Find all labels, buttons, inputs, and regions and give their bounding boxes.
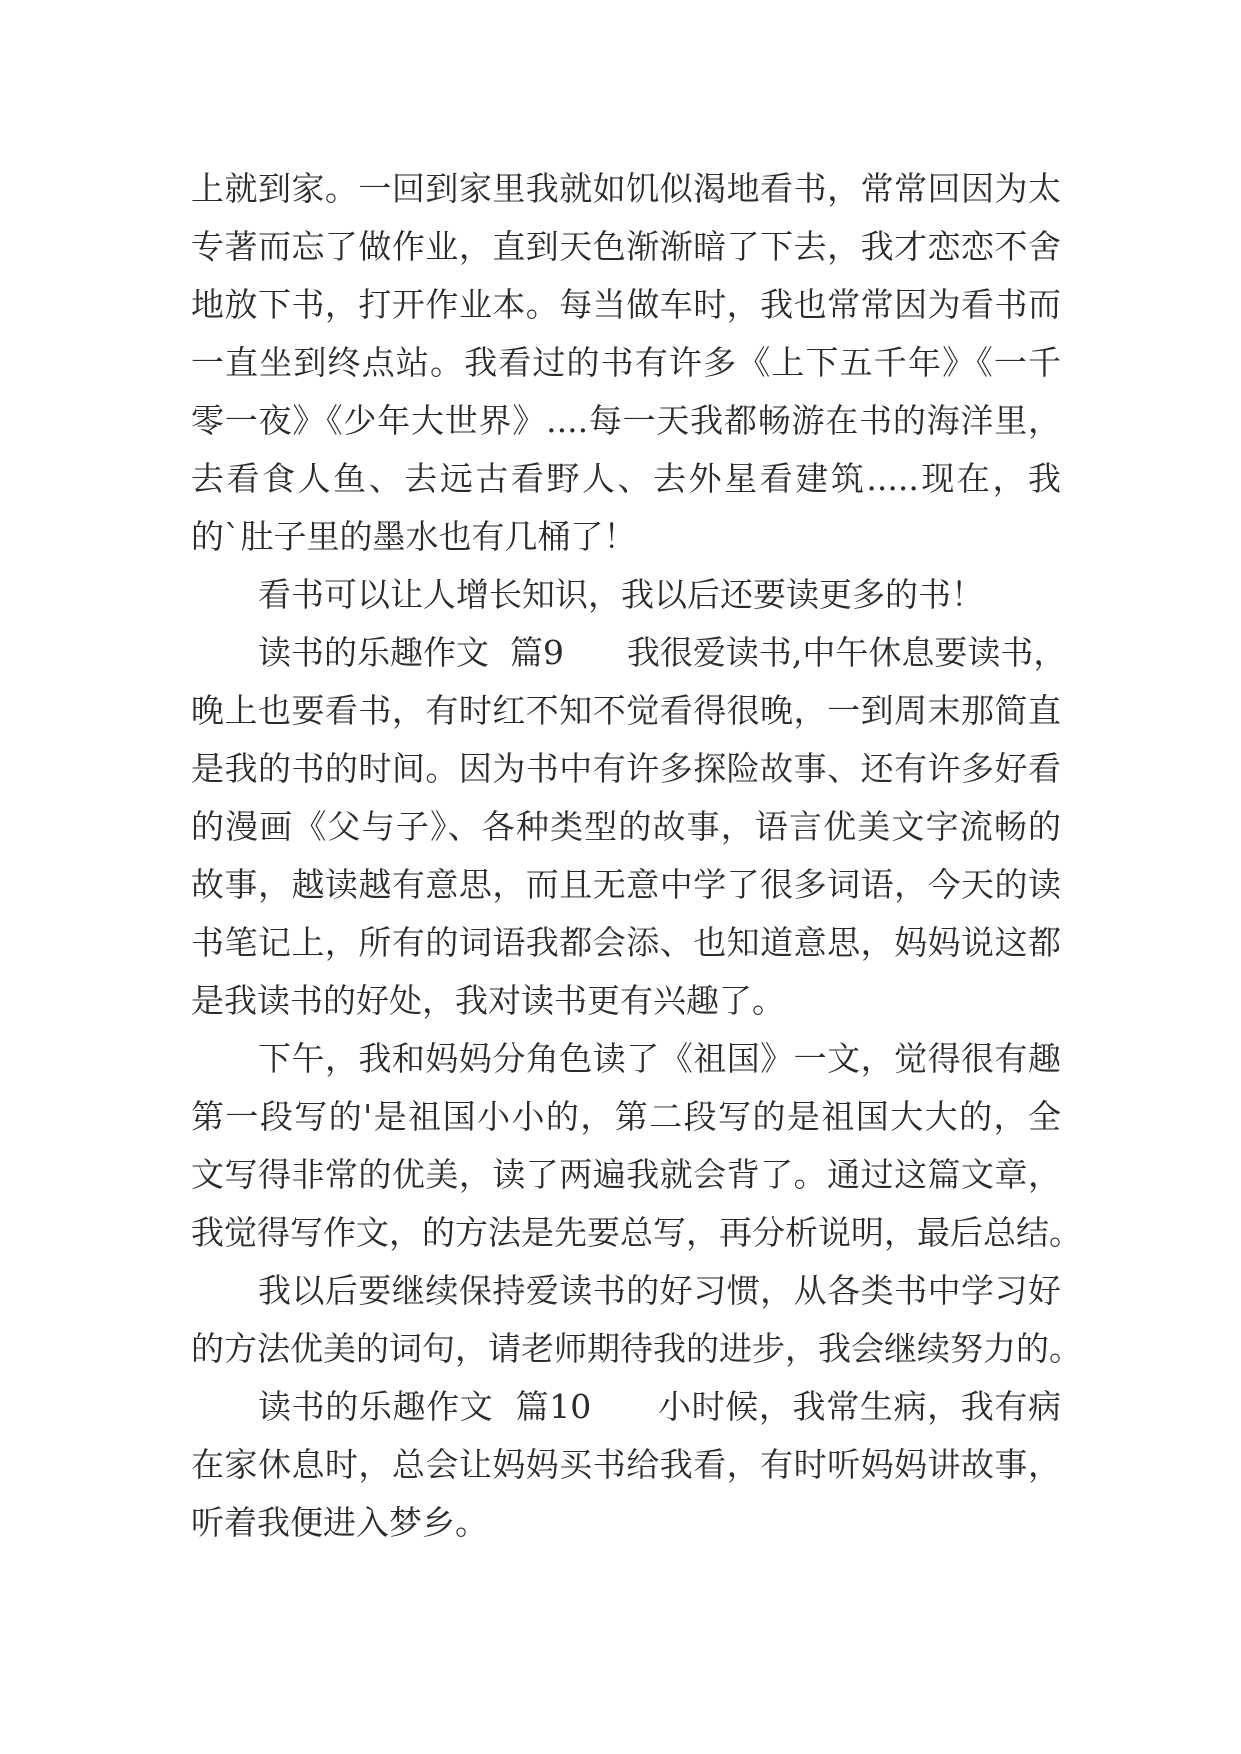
text-line: 故事，越读越有意思，而且无意中学了很多词语，今天的读 <box>191 865 1061 904</box>
text-line: 读书的乐趣作文 篇9 我很爱读书,中午休息要读书， <box>258 633 1067 672</box>
text-line: 看书可以让人增长知识，我以后还要读更多的书！ <box>258 575 984 614</box>
text-line: 的漫画《父与子》、各种类型的故事，语言优美文字流畅的 <box>191 807 1061 846</box>
text-line: 零一夜》《少年大世界》....每一天我都畅游在书的海洋里， <box>191 401 1061 440</box>
text-line: 听着我便进入梦乡。 <box>191 1503 488 1542</box>
text-line: 上就到家。一回到家里我就如饥似渴地看书，常常回因为太 <box>191 169 1061 208</box>
body-text <box>191 160 1082 1552</box>
text-line: 下午，我和妈妈分角色读了《祖国》一文，觉得很有趣 <box>258 1039 1061 1078</box>
text-line: 是我的书的时间。因为书中有许多探险故事、还有许多好看 <box>191 749 1061 788</box>
text-line: 专著而忘了做作业，直到天色渐渐暗了下去，我才恋恋不舍 <box>191 227 1061 266</box>
text-line: 一直坐到终点站。我看过的书有许多《上下五千年》《一千 <box>191 343 1061 382</box>
text-line: 第一段写的'是祖国小小的，第二段写的是祖国大大的，全 <box>191 1097 1061 1136</box>
text-line: 地放下书，打开作业本。每当做车时，我也常常因为看书而 <box>191 285 1061 324</box>
text-line: 我以后要继续保持爱读书的好习惯，从各类书中学习好 <box>258 1271 1061 1310</box>
text-line: 晚上也要看书，有时红不知不觉看得很晚，一到周末那简直 <box>191 691 1061 730</box>
text-line: 书笔记上，所有的词语我都会添、也知道意思，妈妈说这都 <box>191 923 1061 962</box>
text-line: 去看食人鱼、去远古看野人、去外星看建筑.....现在，我 <box>191 459 1061 498</box>
text-line: 读书的乐趣作文 篇10 小时候，我常生病，我有病 <box>258 1387 1061 1426</box>
text-line: 是我读书的好处，我对读书更有兴趣了。 <box>191 981 785 1020</box>
text-line: 文写得非常的优美，读了两遍我就会背了。通过这篇文章， <box>191 1155 1061 1194</box>
text-line: 我觉得写作文，的方法是先要总写，再分析说明，最后总结。 <box>191 1213 1082 1252</box>
text-line: 的`肚子里的墨水也有几桶了！ <box>191 517 637 556</box>
text-line: 的方法优美的词句，请老师期待我的进步，我会继续努力的。 <box>191 1329 1082 1368</box>
text-line: 在家休息时，总会让妈妈买书给我看，有时听妈妈讲故事， <box>191 1445 1061 1484</box>
